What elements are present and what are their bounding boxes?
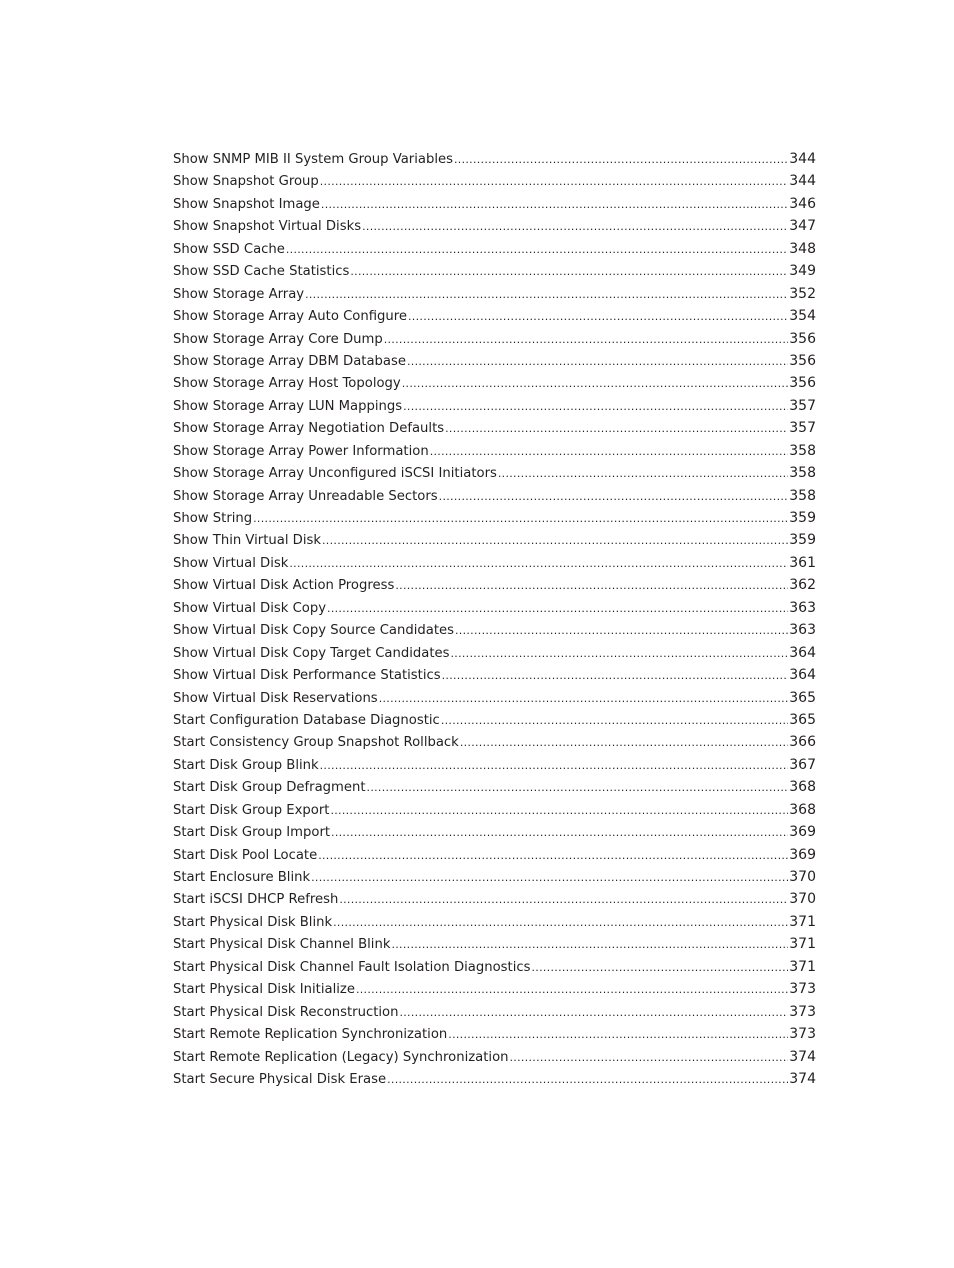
toc-entry[interactable]: [173, 395, 816, 417]
toc-dot-leader: [331, 822, 788, 843]
toc-entry-page-number[interactable]: 368: [789, 801, 816, 818]
toc-entry-page-number[interactable]: 356: [789, 330, 816, 347]
toc-entry[interactable]: [173, 215, 816, 237]
toc-entry-title[interactable]: Show Storage Array Host Topology: [173, 376, 401, 392]
toc-entry-title[interactable]: Show Virtual Disk Copy Source Candidates: [173, 623, 454, 639]
toc-entry-title[interactable]: Start Enclosure Blink: [173, 870, 311, 885]
toc-entry-title[interactable]: Start Remote Replication (Legacy) Synchronization: [173, 1049, 509, 1065]
toc-entry-title[interactable]: Show Storage Array Core Dump: [173, 331, 383, 347]
toc-entry[interactable]: [173, 754, 816, 776]
toc-entry[interactable]: [173, 170, 816, 192]
toc-entry-title[interactable]: Start Physical Disk Initialize: [173, 982, 355, 998]
toc-dot-leader: [320, 755, 789, 776]
toc-entry[interactable]: [173, 844, 816, 866]
toc-entry-page-number[interactable]: 359: [789, 532, 816, 549]
toc-entry-title[interactable]: Show String: [173, 511, 253, 526]
toc-dot-leader: [399, 1002, 788, 1023]
toc-entry[interactable]: [173, 1068, 816, 1090]
toc-dot-leader: [455, 620, 788, 641]
toc-entry[interactable]: [173, 552, 816, 574]
toc-entry-page-number[interactable]: 365: [789, 689, 816, 706]
toc-dot-leader: [454, 149, 788, 170]
toc-entry-page-number[interactable]: 358: [789, 442, 816, 459]
toc-entry-title[interactable]: Start Physical Disk Reconstruction: [173, 1004, 399, 1020]
toc-entry[interactable]: [173, 193, 816, 215]
toc-entry-page-number[interactable]: 364: [789, 667, 816, 684]
toc-entry[interactable]: [173, 664, 816, 686]
toc-entry-page-number[interactable]: 371: [789, 936, 816, 953]
toc-entry-title[interactable]: Show Thin Virtual Disk: [173, 533, 322, 549]
toc-entry-title[interactable]: Start Disk Pool Locate: [173, 847, 318, 863]
toc-entry[interactable]: [173, 956, 816, 978]
toc-dot-leader: [460, 732, 788, 753]
toc-entry[interactable]: [173, 687, 816, 709]
toc-entry-page-number[interactable]: 363: [789, 622, 816, 639]
toc-dot-leader: [333, 912, 788, 933]
toc-entry[interactable]: [173, 642, 816, 664]
toc-dot-leader: [330, 800, 788, 821]
toc-entry[interactable]: [173, 978, 816, 1000]
toc-entry-title[interactable]: Show Storage Array Unconfigured iSCSI Initiators: [173, 466, 497, 482]
toc-entry[interactable]: [173, 1001, 816, 1023]
toc-dot-leader: [320, 171, 789, 192]
toc-dot-leader: [367, 777, 789, 798]
toc-entry-page-number[interactable]: 373: [789, 981, 816, 998]
toc-entry-page-number[interactable]: 344: [789, 151, 816, 167]
toc-dot-leader: [356, 979, 788, 1000]
toc-dot-leader: [387, 1069, 788, 1090]
toc-entry[interactable]: [173, 283, 816, 305]
toc-dot-leader: [362, 216, 788, 237]
toc-entry-title[interactable]: Show Virtual Disk Copy Target Candidates: [173, 645, 450, 661]
toc-entry-page-number[interactable]: 362: [789, 577, 816, 594]
toc-entry-page-number[interactable]: 347: [789, 218, 816, 235]
toc-entry-page-number[interactable]: 349: [789, 263, 816, 280]
toc-dot-leader: [384, 329, 789, 350]
toc-dot-leader: [379, 688, 789, 709]
toc-entry[interactable]: [173, 866, 816, 888]
toc-entry-page-number[interactable]: 348: [789, 240, 816, 257]
toc-entry[interactable]: [173, 888, 816, 910]
toc-entry-page-number[interactable]: 371: [789, 913, 816, 930]
toc-entry-title[interactable]: Start Physical Disk Channel Blink: [173, 937, 391, 953]
toc-entry-title[interactable]: Show Virtual Disk Copy: [173, 600, 327, 616]
toc-entry-page-number[interactable]: 370: [789, 891, 816, 908]
toc-entry[interactable]: [173, 350, 816, 372]
toc-entry[interactable]: [173, 485, 816, 507]
toc-entry-page-number[interactable]: 356: [789, 352, 816, 369]
toc-dot-leader: [430, 441, 789, 462]
table-of-contents: [173, 148, 816, 1090]
toc-entry-page-number[interactable]: 358: [789, 487, 816, 504]
toc-entry-page-number[interactable]: 374: [789, 1070, 816, 1087]
toc-dot-leader: [407, 351, 788, 372]
toc-entry-title[interactable]: Show Virtual Disk Reservations: [173, 690, 378, 706]
toc-entry[interactable]: [173, 328, 816, 350]
toc-entry-title[interactable]: Show SSD Cache Statistics: [173, 264, 350, 280]
toc-entry-page-number[interactable]: 370: [789, 869, 816, 885]
toc-entry-title[interactable]: Show Storage Array Unreadable Sectors: [173, 488, 438, 504]
toc-dot-leader: [286, 239, 788, 260]
toc-entry-page-number[interactable]: 367: [789, 756, 816, 773]
toc-entry-page-number[interactable]: 364: [789, 644, 816, 661]
toc-entry[interactable]: [173, 507, 816, 529]
toc-entry-title[interactable]: Start Consistency Group Snapshot Rollback: [173, 735, 459, 751]
toc-entry-page-number[interactable]: 346: [789, 195, 816, 212]
toc-entry-title[interactable]: Show SNMP MIB II System Group Variables: [173, 152, 453, 167]
toc-entry-title[interactable]: Show Snapshot Image: [173, 196, 320, 212]
toc-entry-title[interactable]: Show Storage Array Auto Configure: [173, 309, 408, 325]
toc-entry[interactable]: [173, 417, 816, 439]
toc-entry-page-number[interactable]: 369: [789, 846, 816, 863]
toc-entry[interactable]: [173, 911, 816, 933]
toc-entry-page-number[interactable]: 368: [789, 779, 816, 796]
toc-entry[interactable]: [173, 776, 816, 798]
toc-dot-leader: [327, 598, 788, 619]
toc-entry[interactable]: [173, 305, 816, 327]
toc-entry[interactable]: [173, 574, 816, 596]
toc-entry-title[interactable]: Start Disk Group Export: [173, 802, 330, 818]
toc-dot-leader: [322, 530, 788, 551]
toc-dot-leader: [318, 845, 788, 866]
toc-entry[interactable]: [173, 933, 816, 955]
toc-dot-leader: [403, 396, 788, 417]
toc-dot-leader: [441, 710, 788, 731]
toc-dot-leader: [321, 194, 788, 215]
toc-dot-leader: [391, 934, 788, 955]
toc-entry-title[interactable]: Show Storage Array Negotiation Defaults: [173, 421, 445, 437]
toc-entry[interactable]: [173, 462, 816, 484]
toc-entry-title[interactable]: Start Physical Disk Blink: [173, 914, 333, 930]
toc-entry-page-number[interactable]: 352: [789, 285, 816, 302]
toc-dot-leader: [395, 575, 788, 596]
toc-entry[interactable]: [173, 260, 816, 282]
toc-entry[interactable]: [173, 440, 816, 462]
toc-dot-leader: [408, 306, 788, 327]
toc-entry[interactable]: [173, 619, 816, 641]
toc-dot-leader: [445, 418, 788, 439]
toc-entry-page-number[interactable]: 366: [789, 734, 816, 751]
toc-entry-page-number[interactable]: 374: [789, 1048, 816, 1065]
toc-entry-title[interactable]: Start Disk Group Defragment: [173, 780, 366, 796]
toc-entry-title[interactable]: Show Virtual Disk: [173, 555, 289, 571]
toc-entry[interactable]: [173, 1046, 816, 1068]
toc-entry-title[interactable]: Start Disk Group Blink: [173, 757, 319, 773]
toc-entry-title[interactable]: Show SSD Cache: [173, 241, 285, 257]
toc-entry-page-number[interactable]: 357: [789, 420, 816, 437]
toc-entry-title[interactable]: Start Physical Disk Channel Fault Isolation Diagnostics: [173, 959, 531, 975]
toc-entry-page-number[interactable]: 358: [789, 465, 816, 482]
toc-dot-leader: [311, 867, 788, 888]
toc-entry-page-number[interactable]: 356: [789, 375, 816, 392]
toc-entry[interactable]: [173, 148, 816, 170]
toc-entry-page-number[interactable]: 361: [789, 554, 816, 571]
toc-entry[interactable]: [173, 1023, 816, 1045]
toc-entry[interactable]: [173, 597, 816, 619]
toc-dot-leader: [498, 463, 788, 484]
toc-entry-title[interactable]: Start iSCSI DHCP Refresh: [173, 892, 339, 908]
toc-entry-page-number[interactable]: 357: [789, 397, 816, 414]
toc-entry-page-number[interactable]: 373: [789, 1003, 816, 1020]
toc-dot-leader: [532, 957, 789, 978]
toc-entry-title[interactable]: Start Configuration Database Diagnostic: [173, 712, 440, 728]
toc-entry[interactable]: [173, 821, 816, 843]
toc-entry-title[interactable]: Show Virtual Disk Performance Statistics: [173, 668, 441, 684]
toc-entry-page-number[interactable]: 373: [789, 1026, 816, 1043]
toc-entry-page-number[interactable]: 365: [789, 711, 816, 728]
toc-entry-title[interactable]: Start Disk Group Import: [173, 825, 331, 841]
toc-entry-page-number[interactable]: 363: [789, 599, 816, 616]
toc-entry[interactable]: [173, 238, 816, 260]
toc-dot-leader: [442, 665, 789, 686]
toc-dot-leader: [253, 508, 788, 529]
toc-dot-leader: [289, 553, 788, 574]
toc-entry-title[interactable]: Start Secure Physical Disk Erase: [173, 1071, 387, 1087]
toc-entry[interactable]: [173, 372, 816, 394]
toc-entry[interactable]: [173, 731, 816, 753]
toc-entry-page-number[interactable]: 344: [789, 173, 816, 190]
toc-dot-leader: [451, 643, 789, 664]
toc-entry-title[interactable]: Start Remote Replication Synchronization: [173, 1027, 448, 1043]
toc-entry-title[interactable]: Show Snapshot Group: [173, 174, 319, 190]
toc-entry-title[interactable]: Show Storage Array LUN Mappings: [173, 398, 403, 414]
toc-entry-title[interactable]: Show Virtual Disk Action Progress: [173, 578, 395, 594]
toc-entry-page-number[interactable]: 369: [789, 824, 816, 841]
toc-dot-leader: [350, 261, 788, 282]
toc-entry-title[interactable]: Show Storage Array: [173, 286, 305, 302]
toc-entry-page-number[interactable]: 371: [789, 958, 816, 975]
toc-entry[interactable]: [173, 799, 816, 821]
toc-entry-title[interactable]: Show Storage Array Power Information: [173, 443, 429, 459]
toc-dot-leader: [402, 373, 789, 394]
toc-entry-title[interactable]: Show Storage Array DBM Database: [173, 353, 406, 369]
toc-entry-page-number[interactable]: 354: [789, 308, 816, 325]
toc-dot-leader: [510, 1047, 789, 1068]
toc-dot-leader: [305, 284, 788, 305]
toc-entry-page-number[interactable]: 359: [789, 510, 816, 526]
toc-entry[interactable]: [173, 529, 816, 551]
toc-entry[interactable]: [173, 709, 816, 731]
toc-dot-leader: [339, 889, 788, 910]
toc-dot-leader: [448, 1024, 788, 1045]
toc-dot-leader: [439, 486, 789, 507]
toc-entry-title[interactable]: Show Snapshot Virtual Disks: [173, 219, 362, 235]
